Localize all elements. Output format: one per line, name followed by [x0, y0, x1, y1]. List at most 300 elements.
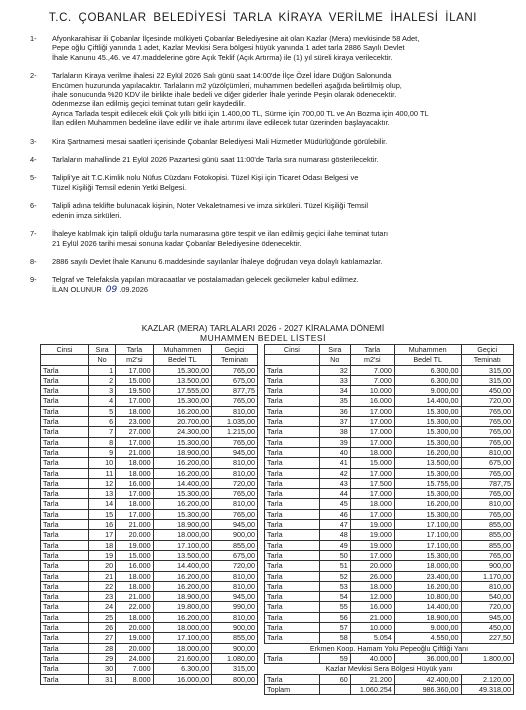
table-cell: 18.000,00 — [153, 530, 211, 540]
list-item — [18, 275, 512, 295]
table-row — [41, 447, 258, 457]
table-cell: 51 — [319, 561, 350, 571]
table-cell: 20.000 — [350, 561, 394, 571]
header-cell: Geçici — [212, 345, 258, 355]
table-row — [265, 520, 514, 530]
table-cell: 315,00 — [461, 365, 513, 375]
table-cell: 9.000,00 — [394, 623, 461, 633]
table-cell: 14 — [88, 499, 115, 509]
table-cell: 18.000 — [116, 406, 154, 416]
header-cell: Bedel TL — [394, 355, 461, 365]
table-cell: 675,00 — [461, 458, 513, 468]
table-cell: Tarla — [265, 550, 320, 560]
item-text: Talipli adına teklifte bulunacak kişinin, Noter Vekaletnamesi ve imza sirküleri. Tüzel Kişiliği Temsil edenin imza sirküleri. — [52, 201, 369, 220]
table-cell: 6.300,00 — [394, 365, 461, 375]
table-row — [41, 540, 258, 550]
table-row — [41, 581, 258, 591]
table-cell: 38 — [319, 427, 350, 437]
table-cell: 315,00 — [461, 375, 513, 385]
table-cell: 720,00 — [461, 602, 513, 612]
table-cell: 19.000 — [350, 540, 394, 550]
header-cell: m2'si — [116, 355, 154, 365]
item-number: 8- — [30, 256, 37, 266]
table-cell: 765,00 — [461, 509, 513, 519]
table-row — [41, 478, 258, 488]
header-cell: Cinsi — [41, 345, 89, 355]
table-cell: 11 — [88, 468, 115, 478]
table-cell: 810,00 — [461, 447, 513, 457]
table-cell: 12 — [88, 478, 115, 488]
table-cell: 20.000 — [116, 643, 154, 653]
table-header-row — [41, 345, 258, 355]
announce-label: İLAN OLUNUR — [52, 284, 102, 294]
item-body — [48, 155, 512, 164]
table-cell: 18.000 — [350, 499, 394, 509]
table-cell: 18.000,00 — [394, 561, 461, 571]
announce-line — [52, 285, 512, 295]
table-row — [41, 612, 258, 622]
table-cell: 18.900,00 — [153, 447, 211, 457]
table-cell: Tarla — [265, 653, 320, 663]
table-row — [41, 396, 258, 406]
table-cell: 52 — [319, 571, 350, 581]
table-cell: Tarla — [265, 489, 320, 499]
table-cell: 810,00 — [461, 581, 513, 591]
table-cell: 7.000 — [350, 365, 394, 375]
table-cell: 17.000 — [116, 396, 154, 406]
table-row — [265, 365, 514, 375]
table-cell: 21 — [88, 571, 115, 581]
table-cell: 900,00 — [461, 561, 513, 571]
table-cell: 5.054 — [350, 633, 394, 643]
table-cell: 720,00 — [461, 396, 513, 406]
item-number: 1- — [30, 34, 37, 43]
table-cell: 15.300,00 — [153, 365, 211, 375]
table-cell: 855,00 — [461, 540, 513, 550]
table-cell: 15.300,00 — [153, 509, 211, 519]
table-cell: 27 — [88, 633, 115, 643]
table-cell: 227,50 — [461, 633, 513, 643]
table-row — [265, 427, 514, 437]
table-cell: 1.060.254 — [350, 684, 394, 694]
table-cell: 17.000 — [350, 468, 394, 478]
table-cell: Tarla — [265, 499, 320, 509]
table-cell: 1.035,00 — [212, 417, 258, 427]
table-row — [41, 550, 258, 560]
table-row — [41, 437, 258, 447]
table-cell: 13.500,00 — [394, 458, 461, 468]
table-row — [265, 458, 514, 468]
table-cell: 20.000 — [116, 623, 154, 633]
table-cell: 855,00 — [212, 633, 258, 643]
table-cell: 15.300,00 — [394, 437, 461, 447]
table-cell: Toplam — [265, 684, 320, 694]
table-cell: 4.550,00 — [394, 633, 461, 643]
table-cell: 22.000 — [116, 602, 154, 612]
header-cell: Bedel TL — [153, 355, 211, 365]
table-cell: 57 — [319, 623, 350, 633]
table-cell: 945,00 — [212, 447, 258, 457]
table-cell: 14.400,00 — [394, 602, 461, 612]
table-cell: 20 — [88, 561, 115, 571]
table-cell: 17.100,00 — [153, 540, 211, 550]
table-cell: 16.200,00 — [394, 581, 461, 591]
table-cell: 20.000 — [116, 530, 154, 540]
table-row — [265, 489, 514, 499]
header-cell: m2'si — [350, 355, 394, 365]
item-body — [48, 229, 512, 248]
table-cell: 9 — [88, 447, 115, 457]
table-cell: 21.600,00 — [153, 653, 211, 663]
table-row — [265, 478, 514, 488]
table-cell: 21.000 — [116, 520, 154, 530]
table-cell: 50 — [319, 550, 350, 560]
table-cell: 765,00 — [212, 489, 258, 499]
table-cell: 810,00 — [212, 581, 258, 591]
table-cell: 56 — [319, 612, 350, 622]
table-cell: 675,00 — [212, 550, 258, 560]
table-cell: 22 — [88, 581, 115, 591]
table-cell: 18.000,00 — [153, 643, 211, 653]
table-row — [265, 499, 514, 509]
table-cell: 17.100,00 — [394, 520, 461, 530]
table-cell: 18.000 — [350, 581, 394, 591]
table-cell: 21.000 — [116, 447, 154, 457]
item-body — [48, 71, 512, 127]
header-cell: Muhammen — [153, 345, 211, 355]
table-cell: 32 — [319, 365, 350, 375]
table-cell: 18.000 — [116, 571, 154, 581]
table-cell: 7 — [88, 427, 115, 437]
table-cell: 16.200,00 — [153, 581, 211, 591]
header-cell — [41, 355, 89, 365]
table-cell: 24.300,00 — [153, 427, 211, 437]
table-cell: Tarla — [41, 602, 89, 612]
table-cell: Tarla — [265, 581, 320, 591]
table-cell: 900,00 — [212, 530, 258, 540]
table-cell: 16.200,00 — [153, 571, 211, 581]
table-cell: Tarla — [265, 509, 320, 519]
table-cell: Tarla — [265, 623, 320, 633]
table-cell: 15.300,00 — [153, 489, 211, 499]
table-cell: 15.300,00 — [153, 396, 211, 406]
table-cell: 16.200,00 — [153, 406, 211, 416]
table-cell: 37 — [319, 417, 350, 427]
table-row — [265, 509, 514, 519]
table-cell: 42.400,00 — [394, 674, 461, 684]
table-cell: 17.000 — [350, 489, 394, 499]
table-cell: 6.300,00 — [153, 664, 211, 674]
list-item — [18, 201, 512, 220]
table-row — [265, 653, 514, 663]
table-cell: 54 — [319, 592, 350, 602]
table-cell: 23.400,00 — [394, 571, 461, 581]
table-cell: 46 — [319, 509, 350, 519]
table-row — [265, 447, 514, 457]
table-row — [41, 406, 258, 416]
table-cell: 5 — [88, 406, 115, 416]
table-row — [265, 406, 514, 416]
table-cell: 34 — [319, 386, 350, 396]
table-cell: 19.000 — [116, 540, 154, 550]
item-text: Tarlaların mahallinde 21 Eylül 2026 Pazartesi günü saat 11:00'de Tarla sıra numarası gösterilecektir. — [52, 155, 379, 165]
table-cell: Tarla — [265, 633, 320, 643]
table-cell: Tarla — [41, 417, 89, 427]
item-number: 4- — [30, 155, 37, 165]
table-row — [41, 561, 258, 571]
table-cell: Tarla — [265, 417, 320, 427]
table-row — [41, 592, 258, 602]
table-cell: Tarla — [41, 478, 89, 488]
table-cell: Tarla — [41, 643, 89, 653]
price-table-right — [264, 344, 514, 695]
table-cell: 19.500 — [116, 386, 154, 396]
table-cell: 33 — [319, 375, 350, 385]
header-cell: Muhammen — [394, 345, 461, 355]
table-row — [41, 375, 258, 385]
table-cell: Tarla — [265, 437, 320, 447]
table-cell: 35 — [319, 396, 350, 406]
list-item — [18, 71, 512, 127]
item-number: 9- — [30, 275, 37, 285]
table-cell: 17.000 — [350, 550, 394, 560]
table-cell: 18.000,00 — [153, 623, 211, 633]
announcement-items — [18, 34, 512, 304]
table-cell: 18.000 — [116, 499, 154, 509]
table-cell: 2.120,00 — [461, 674, 513, 684]
table-cell: 16.000 — [116, 561, 154, 571]
table-cell: 42 — [319, 468, 350, 478]
table-cell: Tarla — [41, 489, 89, 499]
table-header-row — [265, 345, 514, 355]
table-row — [265, 375, 514, 385]
page-title: T.C. ÇOBANLAR BELEDİYESİ TARLA KİRAYA VERİLME İHALESİ İLANI — [48, 12, 478, 24]
table-cell: 15.000 — [116, 550, 154, 560]
table-cell: 39 — [319, 437, 350, 447]
table-cell — [319, 684, 350, 694]
table-row — [41, 499, 258, 509]
table-cell: 10.000 — [350, 386, 394, 396]
table-cell: 16.200,00 — [153, 458, 211, 468]
table-cell: 810,00 — [212, 499, 258, 509]
table-cell: 765,00 — [212, 365, 258, 375]
table-cell: 26.000 — [350, 571, 394, 581]
item-number: 6- — [30, 201, 37, 211]
table-cell: 855,00 — [461, 520, 513, 530]
table-cell: 18.900,00 — [153, 520, 211, 530]
table-cell: Tarla — [41, 633, 89, 643]
item-text: Talipli'ye ait T.C.Kimlik nolu Nüfus Cüzdanı Fotokopisi. Tüzel Kişi için Ticaret Odası Belgesi ve Tüzel Kişiliği Temsil edenin Yetki Belgesi. — [52, 173, 359, 192]
table-cell: 450,00 — [461, 386, 513, 396]
table-row — [41, 653, 258, 663]
table-row — [41, 674, 258, 684]
table-cell: 30 — [88, 664, 115, 674]
table-cell: 16.200,00 — [394, 499, 461, 509]
table-cell: 18.900,00 — [394, 612, 461, 622]
item-body — [48, 173, 512, 192]
table-row — [265, 550, 514, 560]
table-cell: 49 — [319, 540, 350, 550]
table-row — [265, 592, 514, 602]
table-row — [265, 468, 514, 478]
table-cell: 21.200 — [350, 674, 394, 684]
table-cell: 945,00 — [212, 592, 258, 602]
table-row — [265, 571, 514, 581]
table-cell: 315,00 — [212, 664, 258, 674]
table-cell: Tarla — [41, 406, 89, 416]
table-cell: Tarla — [265, 612, 320, 622]
table-cell: 17.000 — [350, 406, 394, 416]
table-cell: 720,00 — [212, 478, 258, 488]
table-cell: Tarla — [41, 612, 89, 622]
table-cell: 18.000 — [116, 468, 154, 478]
table-cell: 855,00 — [461, 530, 513, 540]
table-cell: 16.200,00 — [153, 468, 211, 478]
table-row — [41, 509, 258, 519]
table-cell: Tarla — [41, 427, 89, 437]
table-cell: 17.000 — [350, 427, 394, 437]
table-cell: 986.360,00 — [394, 684, 461, 694]
table-cell: 765,00 — [461, 489, 513, 499]
table-cell: 26 — [88, 623, 115, 633]
table-row — [265, 386, 514, 396]
item-number: 2- — [30, 71, 37, 81]
table-row — [265, 674, 514, 684]
table-cell: 810,00 — [212, 406, 258, 416]
table-row — [265, 530, 514, 540]
table-cell: Tarla — [265, 427, 320, 437]
table-cell: 4 — [88, 396, 115, 406]
table-cell: Tarla — [41, 561, 89, 571]
table-row — [41, 458, 258, 468]
table-cell: 1.215,00 — [212, 427, 258, 437]
table-cell: 36.000,00 — [394, 653, 461, 663]
table-cell: 45 — [319, 499, 350, 509]
table-row — [41, 489, 258, 499]
list-item — [18, 34, 512, 62]
table-cell: 49.318,00 — [461, 684, 513, 694]
table-cell: 15.755,00 — [394, 478, 461, 488]
item-body — [48, 201, 512, 220]
table-cell: 900,00 — [212, 623, 258, 633]
table-cell: 17.100,00 — [394, 530, 461, 540]
item-number: 5- — [30, 173, 37, 183]
table-cell: 810,00 — [212, 571, 258, 581]
table-cell: Tarla — [41, 623, 89, 633]
table-cell: 15 — [88, 509, 115, 519]
table-cell: 53 — [319, 581, 350, 591]
table-cell: 43 — [319, 478, 350, 488]
table-cell: 60 — [319, 674, 350, 684]
table-cell: Tarla — [265, 561, 320, 571]
table-cell: Tarla — [265, 520, 320, 530]
table-cell: 990,00 — [212, 602, 258, 612]
list-item — [18, 155, 512, 164]
table-cell: 765,00 — [461, 550, 513, 560]
table-row — [265, 437, 514, 447]
item-text: İhaleye katılmak için talipli olduğu tarla numarasına göre tespit ve ilan edilmiş geçici ilahe teminat tutarı 21 Eylül 2026 tarihi mesai sonuna kadar Çobanlar Belediyesine ödenecektir. — [52, 229, 389, 248]
table-cell: 1 — [88, 365, 115, 375]
table-cell: 28 — [88, 643, 115, 653]
table-cell: 15.300,00 — [394, 417, 461, 427]
table-row — [41, 365, 258, 375]
table-cell: 29 — [88, 653, 115, 663]
table-cell: Tarla — [41, 509, 89, 519]
table-cell: 810,00 — [461, 499, 513, 509]
header-cell: Teminatı — [461, 355, 513, 365]
header-cell: No — [319, 355, 350, 365]
item-text: Kira Şartnamesi mesai saatleri içerisinde Çobanlar Belediyesi Mali Hizmetler Müdürlüğünde görülebilir. — [52, 136, 388, 146]
table-cell: 900,00 — [212, 643, 258, 653]
table-cell: 14.400,00 — [394, 396, 461, 406]
table-cell: 31 — [88, 674, 115, 684]
header-cell: Geçici — [461, 345, 513, 355]
table-cell: 21.000 — [116, 592, 154, 602]
table-cell: 13.500,00 — [153, 375, 211, 385]
table-cell: 720,00 — [212, 561, 258, 571]
item-text: Telgraf ve Telefaksla yapılan müracaatlar ve postalamadan gelecek gecikmeler kabul edilmez. — [52, 275, 359, 285]
item-text: Tarlaların Kiraya verilme ihalesi 22 Eylül 2026 Salı günü saat 14:00'de İlçe Özel İdare Düğün Salonunda Encümen huzurunda yapılacaktır. Tarlaların m2 yüzölçümleri, muhammen bedelleri aşağıda belirtilmiş olup, ihale sonucunda %20 KDV ile birlikte ihale bedeli ve diğer giderler İhale yerinde Peşin olarak ödenecektir. ödenmezse ilan edilmiş geçici teminat tutarı gelir kaydedilir. Ayrıca Tarlada tespit edilecek ekili Çok yıllı bitki için 1.400,00 TL, Sürme için 700,00 TL ve An Bozma için 400,00 TL İlan edilen Muhammen bedeline ilave edilir ve ihale artırımı ilave edilecek tutar üzerinden başlayacaktır. — [52, 71, 429, 128]
table-cell: 15.300,00 — [394, 550, 461, 560]
table-cell: 36 — [319, 406, 350, 416]
table-row — [41, 664, 258, 674]
table-row — [265, 602, 514, 612]
table-row — [265, 417, 514, 427]
table-cell: 765,00 — [461, 406, 513, 416]
table-cell: 44 — [319, 489, 350, 499]
table-cell: Tarla — [41, 468, 89, 478]
table-cell: 47 — [319, 520, 350, 530]
table-row — [41, 520, 258, 530]
table-cell: 787,75 — [461, 478, 513, 488]
table-cell: 765,00 — [461, 417, 513, 427]
table-row — [265, 561, 514, 571]
table-cell: Tarla — [41, 592, 89, 602]
table-cell: 14.400,00 — [153, 478, 211, 488]
table-cell: 17.000 — [350, 437, 394, 447]
table-cell: 945,00 — [461, 612, 513, 622]
table-cell: Tarla — [41, 581, 89, 591]
table-cell: 855,00 — [212, 540, 258, 550]
table-cell: 9.000,00 — [394, 386, 461, 396]
table-cell: 17.555,00 — [153, 386, 211, 396]
table-cell: 19.000 — [116, 633, 154, 643]
table-cell: 27.000 — [116, 427, 154, 437]
table-cell: 23.000 — [116, 417, 154, 427]
section-label: Erkmen Koop. Hamam Yolu Pepeoğlu Çiftliği Yanı — [265, 643, 514, 653]
table-cell: 6 — [88, 417, 115, 427]
table-cell: Tarla — [265, 375, 320, 385]
table-cell: Tarla — [41, 386, 89, 396]
table-row — [41, 427, 258, 437]
table-cell: Tarla — [265, 571, 320, 581]
announce-date: .09.2026 — [119, 284, 148, 294]
table-cell: 1.170,00 — [461, 571, 513, 581]
item-body — [48, 34, 512, 62]
table-cell: Tarla — [41, 664, 89, 674]
table-cell: 3 — [88, 386, 115, 396]
table-row — [41, 623, 258, 633]
item-number: 7- — [30, 229, 37, 239]
table-cell: Tarla — [41, 499, 89, 509]
table-cell: 15.300,00 — [394, 427, 461, 437]
table-cell: 40 — [319, 447, 350, 457]
table-header-row — [41, 355, 258, 365]
table-cell: Tarla — [41, 530, 89, 540]
table-cell: 12.000 — [350, 592, 394, 602]
table-cell: 765,00 — [212, 396, 258, 406]
header-cell — [265, 355, 320, 365]
